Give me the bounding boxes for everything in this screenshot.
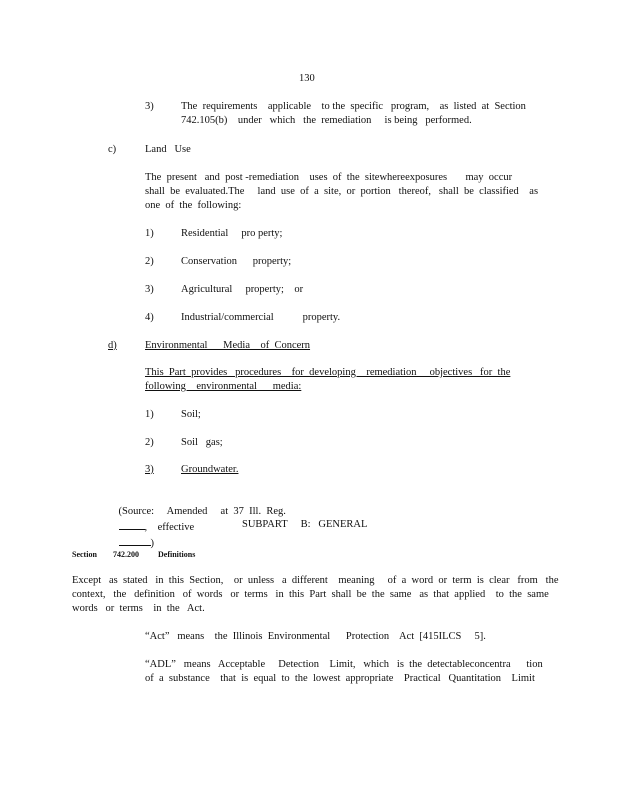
list-item-text: Residential pro perty; bbox=[181, 228, 283, 239]
paragraph-line: following environmental media: bbox=[145, 381, 302, 392]
section-label: Section bbox=[72, 550, 97, 559]
item-number: 3) bbox=[145, 101, 154, 112]
section-heading: Land Use bbox=[145, 144, 191, 155]
list-item-number: 2) bbox=[145, 437, 154, 448]
source-suffix: ) bbox=[150, 538, 154, 549]
paragraph-line: shall be evaluated.The land use of a site, or portion thereof, shall be classified as bbox=[145, 186, 539, 197]
section-heading: Environmental Media of Concern bbox=[145, 340, 311, 351]
section-letter: d) bbox=[108, 340, 117, 351]
paragraph-line: The present and post -remediation uses of the sitewhereexposures may occur bbox=[145, 172, 513, 183]
paragraph-line: words or terms in the Act. bbox=[72, 603, 205, 614]
list-item-number: 2) bbox=[145, 256, 154, 267]
definition-adl-line: “ADL” means Acceptable Detection Limit, which is the detectableconcentra tion bbox=[145, 659, 543, 670]
section-number: 742.200 bbox=[113, 550, 139, 559]
list-item-text: Conservation property; bbox=[181, 256, 292, 267]
list-item-number: 1) bbox=[145, 228, 154, 239]
subpart-title: SUBPART B: GENERAL bbox=[242, 519, 368, 530]
blank-line bbox=[119, 519, 145, 530]
list-item-text: Agricultural property; or bbox=[181, 284, 304, 295]
source-middle: , effective bbox=[144, 522, 195, 533]
list-item-text: Groundwater. bbox=[181, 464, 239, 475]
paragraph-line: context, the definition of words or terms in this Part shall be the same as that applied to the same bbox=[72, 589, 549, 600]
section-letter: c) bbox=[108, 144, 117, 155]
item-text-line: The requirements applicable to the specific program, as listed at Section bbox=[181, 101, 526, 112]
paragraph-line: This Part provides procedures for developing remediation objectives for the bbox=[145, 367, 511, 378]
source-prefix: (Source: Amended at 37 Ill. Reg. bbox=[118, 506, 286, 517]
list-item-number: 3) bbox=[145, 284, 154, 295]
list-item-number: 4) bbox=[145, 312, 154, 323]
list-item-number: 1) bbox=[145, 409, 154, 420]
blank-line bbox=[119, 535, 151, 546]
paragraph-line: Except as stated in this Section, or unless a different meaning of a word or term is clear from the bbox=[72, 575, 559, 586]
list-item-text: Industrial/commercial property. bbox=[181, 312, 341, 323]
paragraph-line: one of the following: bbox=[145, 200, 242, 211]
page-number: 130 bbox=[299, 73, 315, 84]
list-item-number: 3) bbox=[145, 464, 154, 475]
section-title: Definitions bbox=[158, 550, 196, 559]
item-text-line: 742.105(b) under which the remediation is being performed. bbox=[181, 115, 472, 126]
definition-adl-line: of a substance that is equal to the lowest appropriate Practical Quantitation Limit bbox=[145, 673, 535, 684]
list-item-text: Soil; bbox=[181, 409, 201, 420]
list-item-text: Soil gas; bbox=[181, 437, 223, 448]
definition-act: “Act” means the Illinois Environmental Protection Act [415ILCS 5]. bbox=[145, 631, 486, 642]
